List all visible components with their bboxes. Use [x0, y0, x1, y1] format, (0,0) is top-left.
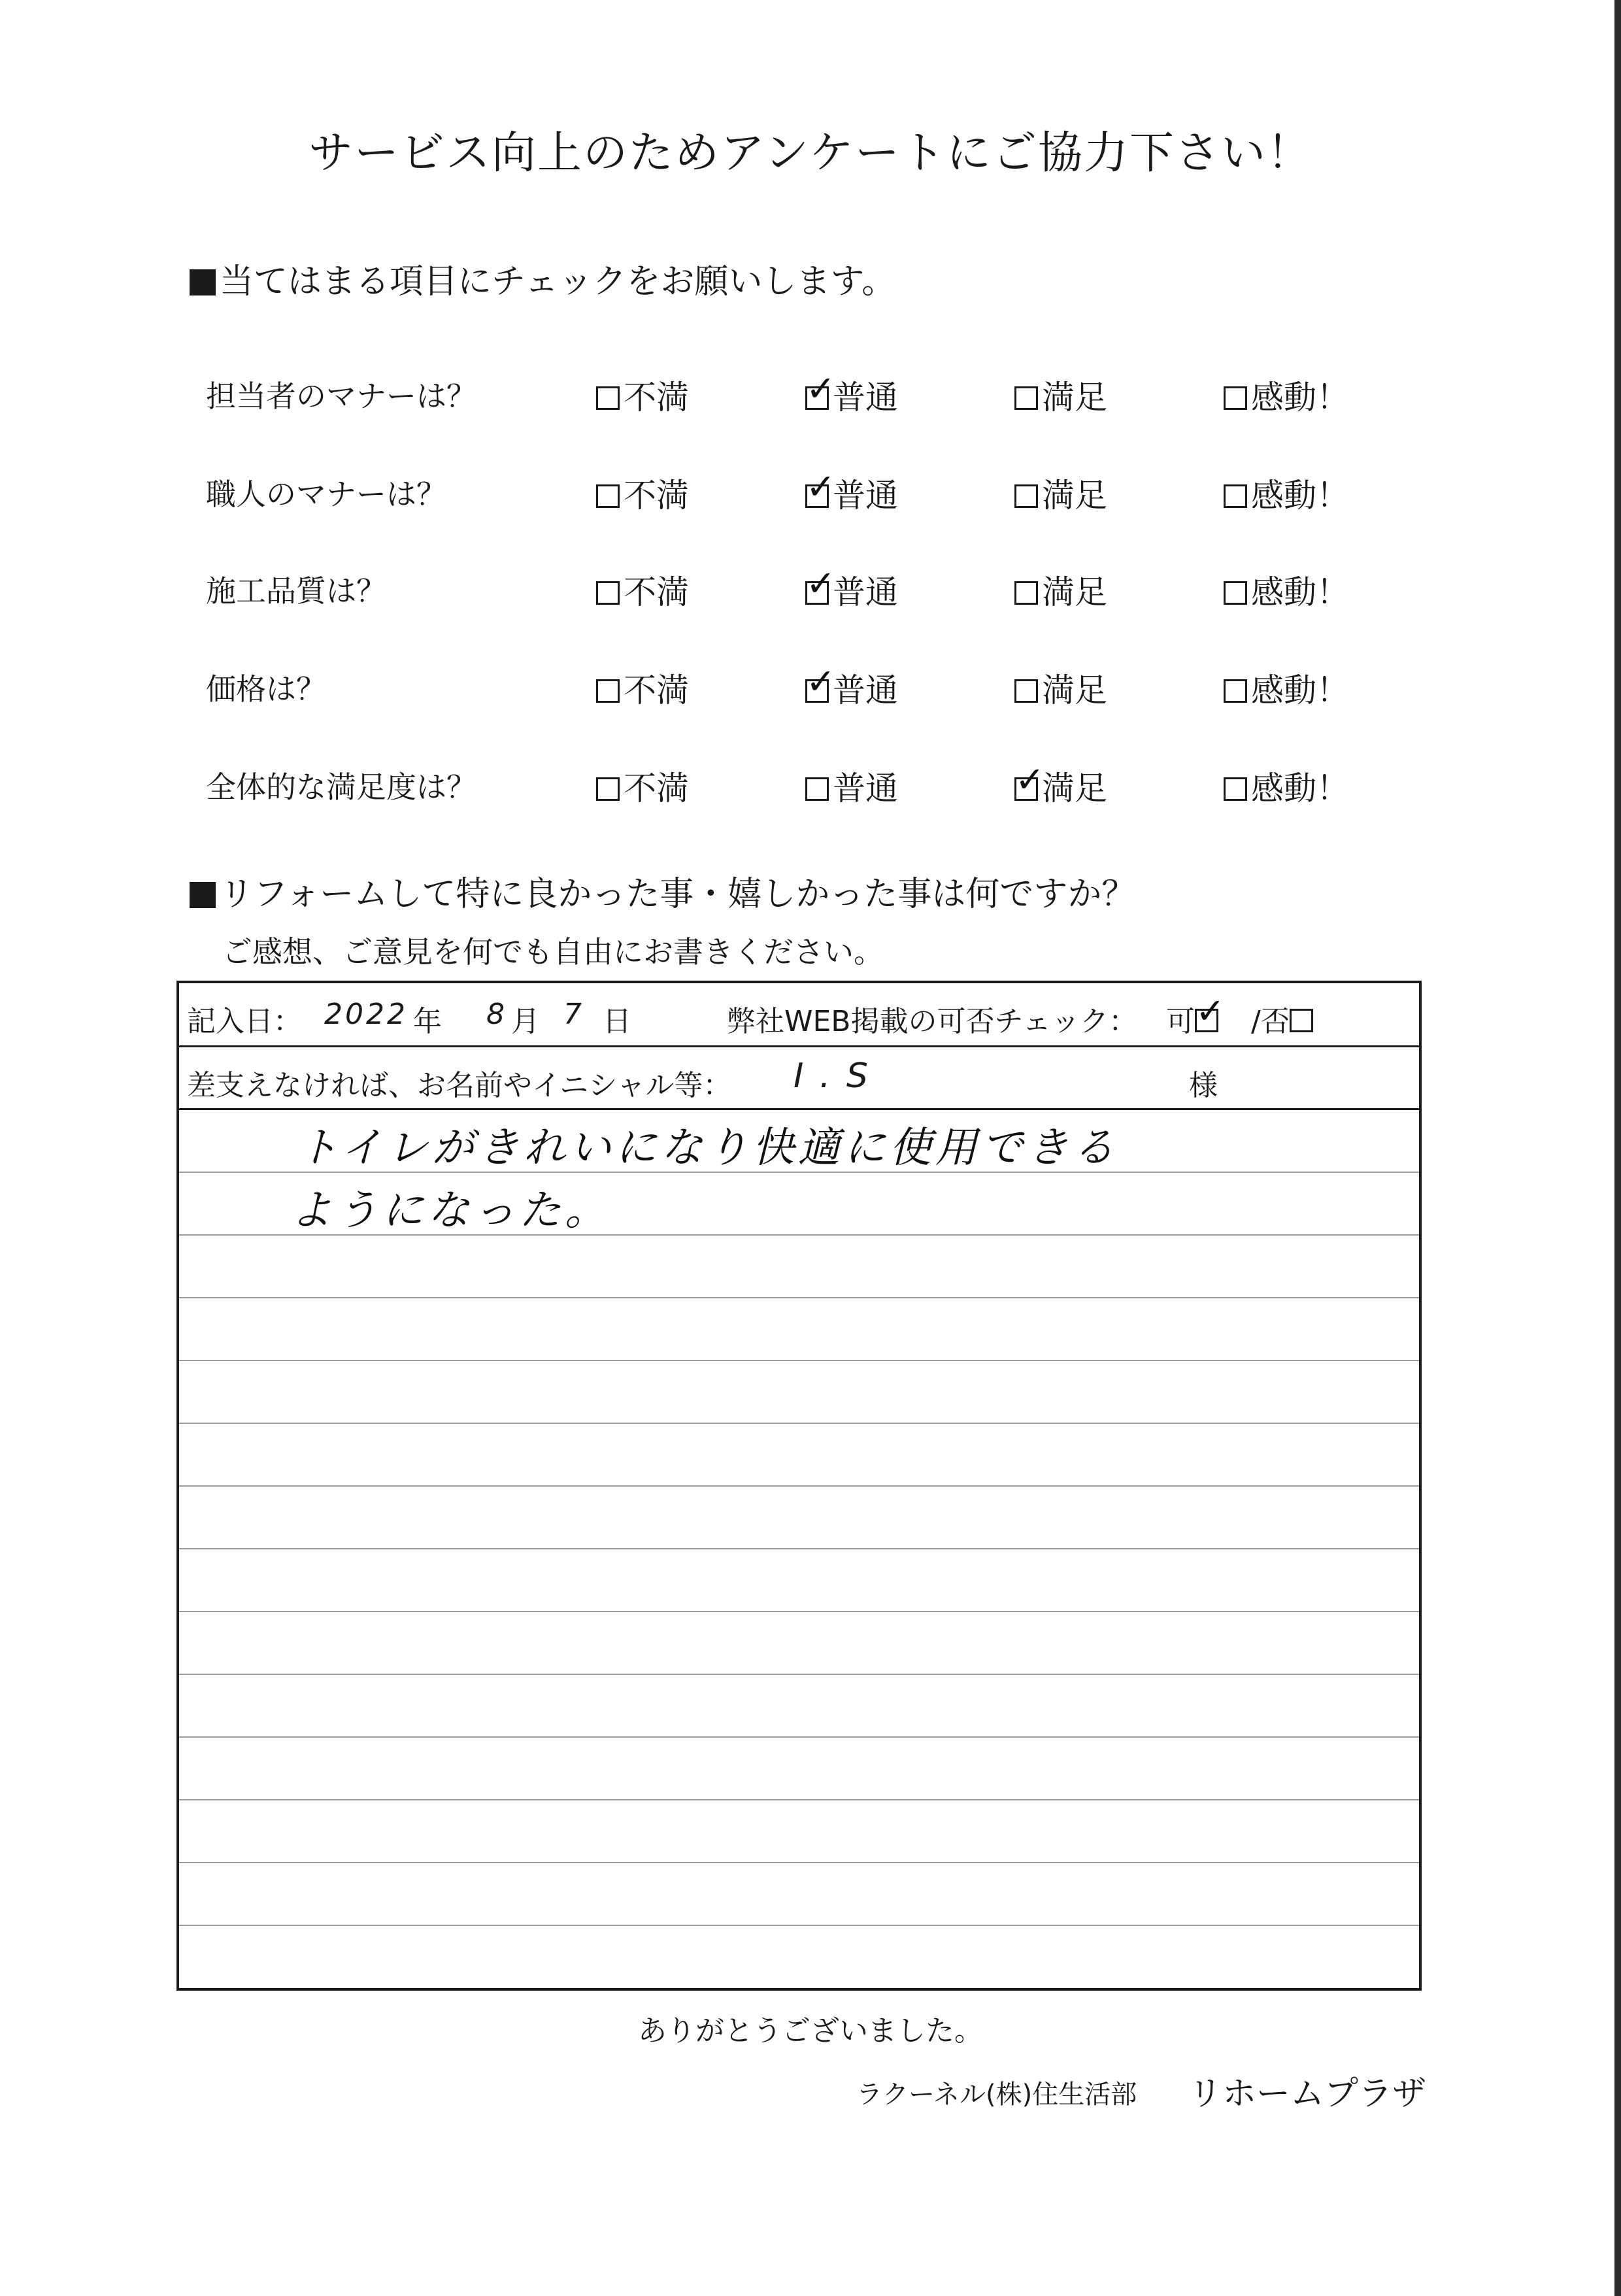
option[interactable]	[805, 368, 898, 418]
option-label: 不満	[624, 573, 689, 611]
option[interactable]	[1014, 371, 1107, 418]
checkbox[interactable]	[805, 661, 836, 703]
web-yes-checkbox[interactable]	[1195, 990, 1226, 1032]
question-row	[0, 366, 1621, 418]
option-label: 不満	[624, 671, 689, 709]
option[interactable]	[1014, 759, 1107, 809]
option[interactable]	[1224, 371, 1349, 418]
checkbox[interactable]	[805, 368, 836, 410]
option[interactable]	[1224, 664, 1349, 711]
year-value[interactable]: 2022	[324, 998, 408, 1031]
web-permission-yes[interactable]	[1166, 990, 1226, 1039]
option[interactable]	[805, 762, 898, 809]
month-unit: 月	[511, 1005, 540, 1038]
name-suffix: 様	[1189, 1069, 1218, 1102]
date-label: 記入日：	[187, 1005, 302, 1038]
option-label: 満足	[1042, 769, 1107, 807]
comment-text-line: トイレがきれいになり快適に使用できる	[297, 1124, 1118, 1172]
name-value[interactable]: I . S	[794, 1056, 871, 1096]
comment-text-line: ようになった。	[290, 1187, 610, 1235]
check-mark-icon: ✓	[806, 563, 836, 604]
checkbox[interactable]	[596, 777, 620, 801]
checkbox[interactable]	[1014, 759, 1045, 801]
checkbox[interactable]	[596, 679, 620, 703]
option-label: 感動！	[1251, 477, 1349, 515]
option[interactable]	[805, 563, 898, 613]
option-label: 普通	[833, 477, 898, 515]
option-label: 感動！	[1251, 379, 1349, 416]
option-label: 満足	[1042, 573, 1107, 611]
ruled-line	[179, 1738, 1419, 1800]
section-heading-comments	[190, 866, 1135, 915]
checkbox[interactable]	[1014, 386, 1038, 410]
option-label: 感動！	[1251, 671, 1349, 709]
checkbox[interactable]	[805, 777, 829, 801]
black-square-icon	[190, 882, 216, 908]
option[interactable]	[1014, 469, 1107, 516]
option[interactable]	[805, 661, 898, 711]
ruled-line	[179, 1487, 1419, 1549]
option-label: 普通	[833, 671, 898, 709]
name-row	[179, 1047, 1419, 1110]
ruled-line	[179, 1926, 1419, 1989]
checkbox[interactable]	[1014, 484, 1038, 508]
web-no-checkbox[interactable]	[1290, 1009, 1313, 1032]
name-label: 差支えなければ、お名前やイニシャル等：	[187, 1069, 732, 1102]
checkbox[interactable]	[1224, 777, 1247, 801]
web-permission-label: 弊社WEB掲載の可否チェック：	[727, 1005, 1138, 1038]
section-heading-check-text: 当てはまる項目にチェックをお願いします。	[220, 262, 896, 301]
checkbox[interactable]	[596, 386, 620, 410]
option-label: 不満	[624, 477, 689, 515]
option[interactable]	[805, 466, 898, 516]
comment-form	[176, 981, 1422, 1991]
day-unit: 日	[603, 1005, 631, 1038]
company-name: ラクーネル(株)住生活部	[856, 2080, 1137, 2110]
option-label: 満足	[1042, 477, 1107, 515]
ruled-line	[179, 1612, 1419, 1675]
checkbox[interactable]	[596, 484, 620, 508]
month-value[interactable]: 8	[486, 998, 507, 1031]
option-label: 満足	[1042, 671, 1107, 709]
ruled-line	[179, 1236, 1419, 1298]
section-heading-check	[190, 254, 895, 303]
day-value[interactable]: 7	[563, 998, 584, 1031]
option-label: 普通	[833, 769, 898, 807]
checkbox[interactable]	[1224, 679, 1247, 703]
question-label: 担当者のマナーは？	[206, 379, 476, 414]
date-row	[179, 983, 1419, 1047]
checkbox[interactable]	[1224, 581, 1247, 605]
web-no-label: /否	[1251, 1005, 1290, 1038]
option-label: 普通	[833, 573, 898, 611]
check-mark-icon: ✓	[1015, 759, 1045, 800]
brand-name: リホームプラザ	[1188, 2074, 1427, 2114]
ruled-line	[179, 1424, 1419, 1487]
ruled-line	[179, 1800, 1419, 1863]
option[interactable]	[596, 664, 689, 711]
page-edge	[1614, 0, 1621, 2296]
question-row	[0, 757, 1621, 809]
checkbox[interactable]	[805, 563, 836, 605]
ruled-line	[179, 1361, 1419, 1424]
web-permission-no[interactable]	[1251, 998, 1317, 1039]
ruled-line	[179, 1298, 1419, 1361]
option[interactable]	[1014, 664, 1107, 711]
checkbox[interactable]	[1014, 679, 1038, 703]
option[interactable]	[596, 371, 689, 418]
black-square-icon	[190, 269, 216, 295]
thanks-message: ありがとうございました。	[638, 2014, 983, 2048]
option[interactable]	[596, 762, 689, 809]
checkbox[interactable]	[805, 466, 836, 508]
year-unit: 年	[413, 1005, 442, 1038]
question-label: 全体的な満足度は？	[206, 769, 476, 805]
check-mark-icon: ✓	[1195, 990, 1226, 1032]
ruled-line	[179, 1549, 1419, 1612]
option-label: 感動！	[1251, 573, 1349, 611]
option[interactable]	[1014, 566, 1107, 613]
check-mark-icon: ✓	[806, 466, 836, 507]
checkbox[interactable]	[1014, 581, 1038, 605]
question-row	[0, 659, 1621, 711]
checkbox[interactable]	[596, 581, 620, 605]
check-mark-icon: ✓	[806, 368, 836, 409]
question-row	[0, 464, 1621, 516]
option[interactable]	[596, 469, 689, 516]
checkbox[interactable]	[1224, 386, 1247, 410]
option-label: 普通	[833, 379, 898, 416]
check-mark-icon: ✓	[806, 661, 836, 702]
question-label: 価格は？	[206, 671, 326, 707]
option[interactable]	[1224, 762, 1349, 809]
option[interactable]	[1224, 469, 1349, 516]
checkbox[interactable]	[1224, 484, 1247, 508]
option-label: 満足	[1042, 379, 1107, 416]
option[interactable]	[1224, 566, 1349, 613]
option-label: 不満	[624, 379, 689, 416]
option-label: 不満	[624, 769, 689, 807]
web-yes-label: 可	[1166, 1005, 1195, 1038]
question-row	[0, 561, 1621, 613]
option-label: 感動！	[1251, 769, 1349, 807]
section-subheading: ご感想、ご意見を何でも自由にお書きください。	[222, 934, 884, 970]
section-heading-comments-text: リフォームして特に良かった事・嬉しかった事は何ですか？	[220, 875, 1136, 914]
question-label: 施工品質は？	[206, 573, 386, 609]
ruled-line	[179, 1675, 1419, 1738]
question-label: 職人のマナーは？	[206, 477, 446, 512]
ruled-line	[179, 1863, 1419, 1926]
survey-title: サービス向上のためアンケートにご協力下さい！	[309, 127, 1312, 179]
option[interactable]	[596, 566, 689, 613]
